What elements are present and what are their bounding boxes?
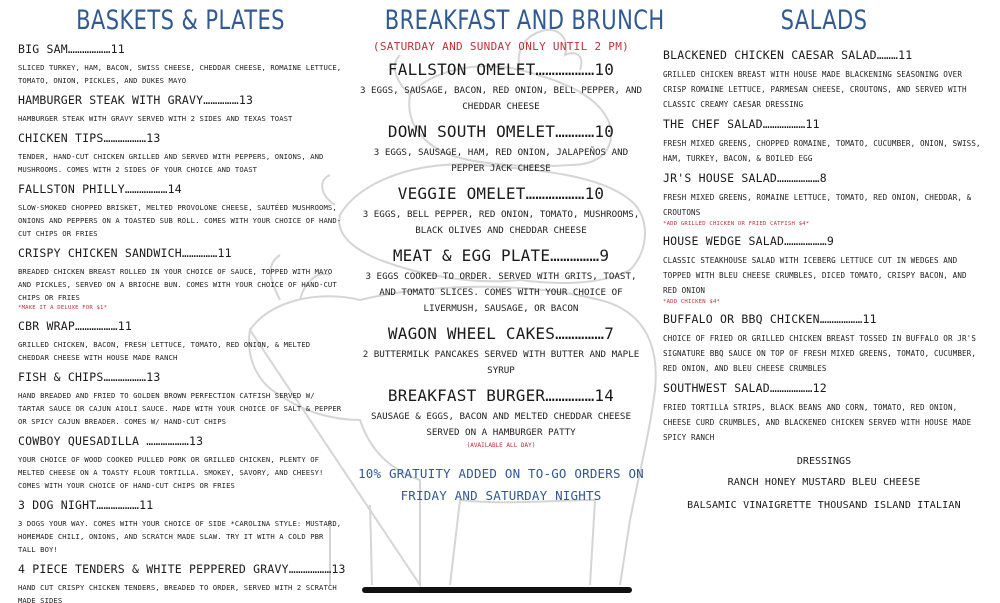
menu-item-note: *MAKE IT A DELUXE FOR $1*: [18, 305, 108, 311]
menu-item: [18, 434, 343, 492]
section-subheading: (SATURDAY AND SUNDAY ONLY UNTIL 2 PM): [372, 40, 630, 53]
section-heading-baskets-plates: BASKETS & PLATES: [76, 5, 285, 36]
menu-item-title: COWBOY QUESADILLA ………………13: [18, 434, 204, 448]
menu-item-description: FRESH MIXED GREENS, ROMAINE LETTUCE, TOMATO, RED ONION, CHEDDAR, & CROUTONS: [663, 193, 972, 217]
menu-item-title: MEAT & EGG PLATE……………9: [392, 246, 610, 265]
menu-item: [18, 93, 343, 125]
menu-item: [18, 562, 346, 603]
menu-item: [352, 183, 650, 239]
baskets-plates-column: [18, 4, 346, 603]
menu-item-note: *ADD CHICKEN $4*: [663, 299, 721, 305]
menu-item-description: SLOW-SMOKED CHOPPED BRISKET, MELTED PROVOLONE CHEESE, SAUTÉED MUSHROOMS, ONIONS AND PEPPERS ON A TOASTED SUB ROLL. COMES WITH YOUR CHOICE OF HAND-CUT CHIPS OR FRIES: [18, 203, 342, 238]
menu-item: [18, 370, 343, 428]
menu-item-description: CHOICE OF FRIED OR GRILLED CHICKEN BREAST TOSSED IN BUFFALO OR JR'S SIGNATURE BBQ SAUCE ON TOP OF FRESH MIXED GREENS, TOMATO, CUCUMBER, RED ONION, AND BLEU CHEESE CRUMBLES: [663, 334, 977, 373]
menu-item-title: FALLSTON PHILLY………………14: [18, 182, 182, 196]
menu-item: [663, 171, 985, 229]
dressings-title: DRESSINGS: [796, 456, 852, 467]
menu-item-description: CLASSIC STEAKHOUSE SALAD WITH ICEBERG LETTUCE CUT IN WEDGES AND TOPPED WITH BLEU CHEESE CRUMBLES, DICED TOMATO, CRISPY BACON, AND RED ONION: [663, 256, 967, 295]
menu-item-description: FRESH MIXED GREENS, CHOPPED ROMAINE, TOMATO, CUCUMBER, ONION, SWISS, HAM, TURKEY, BACON, & BOILED EGG: [663, 139, 981, 163]
menu-item-description: 3 DOGS YOUR WAY. COMES WITH YOUR CHOICE OF SIDE *CAROLINA STYLE: MUSTARD, HOMEMADE CHILI, ONIONS, AND SCRATCH MADE SLAW. TRY IT WITH A COLD PBR TALL BOY!: [18, 519, 342, 554]
menu-item-title: HAMBURGER STEAK WITH GRAVY……………13: [18, 93, 254, 107]
menu-item-description: 3 EGGS COOKED TO ORDER. SERVED WITH GRITS, TOAST, AND TOMATO SLICES. COMES WITH YOUR CHOICE OF LIVERMUSH, SAUSAGE, OR BACON: [365, 271, 637, 314]
menu-item-title: CRISPY CHICKEN SANDWICH……………11: [18, 246, 232, 260]
dressings-line: RANCH HONEY MUSTARD BLEU CHEESE: [727, 477, 921, 488]
menu-item-title: BIG SAM………………11: [18, 42, 125, 56]
menu-item: [18, 498, 343, 556]
baskets-plates-list: [18, 42, 346, 603]
menu-item: [352, 385, 650, 451]
menu-item-title: BREAKFAST BURGER……………14: [387, 386, 615, 405]
menu-item: [663, 234, 985, 307]
menu-item-description: GRILLED CHICKEN, BACON, FRESH LETTUCE, TOMATO, RED ONION, & MELTED CHEDDAR CHEESE WITH HOUSE MADE RANCH: [18, 340, 311, 362]
dressings-line: BALSAMIC VINAIGRETTE THOUSAND ISLAND ITALIAN: [687, 500, 961, 511]
menu-item-title: JR'S HOUSE SALAD………………8: [663, 171, 827, 185]
menu-item-title: HOUSE WEDGE SALAD………………9: [663, 234, 834, 248]
breakfast-brunch-column: [352, 4, 665, 507]
menu-item-title: BUFFALO OR BBQ CHICKEN………………11: [663, 312, 877, 326]
menu-item-description: BREADED CHICKEN BREAST ROLLED IN YOUR CHOICE OF SAUCE, TOPPED WITH MAYO AND PICKLES, SERVED ON A BRIOCHE BUN. COMES WITH YOUR CHOICE OF HAND-CUT CHIPS OR FRIES: [18, 267, 337, 302]
menu-item-title: FALLSTON OMELET………………10: [387, 60, 615, 79]
menu-item-title: 4 PIECE TENDERS & WHITE PEPPERED GRAVY………………13: [18, 562, 346, 576]
menu-item-title: DOWN SOUTH OMELET…………10: [387, 122, 615, 141]
menu-item-description: HAND BREADED AND FRIED TO GOLDEN BROWN PERFECTION CATFISH SERVED W/ TARTAR SAUCE OR CAJUN AIOLI SAUCE. MADE WITH YOUR CHOICE OF SALT & PEPPER OR SPICY CAJUN BREADER. COMES W/ HAND-CUT CHIPS: [18, 391, 342, 426]
menu-item: [352, 121, 650, 177]
menu-item: [18, 182, 343, 240]
menu-item-description: HAND CUT CRISPY CHICKEN TENDERS, BREADED TO ORDER, SERVED WITH 2 SCRATCH MADE SIDES: [18, 583, 337, 603]
menu-item-title: WAGON WHEEL CAKES……………7: [387, 324, 615, 343]
menu-item: [663, 117, 985, 166]
menu-item: [18, 42, 343, 87]
section-heading-salads: SALADS: [780, 5, 868, 36]
menu-item-title: SOUTHWEST SALAD………………12: [663, 381, 827, 395]
menu-item: [18, 131, 343, 176]
section-heading-breakfast-brunch: BREAKFAST AND BRUNCH: [384, 5, 665, 36]
menu-item-description: SLICED TURKEY, HAM, BACON, SWISS CHEESE, CHEDDAR CHEESE, ROMAINE LETTUCE, TOMATO, ONION, PICKLES, AND DUKES MAYO: [18, 63, 342, 85]
menu-item-title: CHICKEN TIPS………………13: [18, 131, 161, 145]
gratuity-notice: 10% GRATUITY ADDED ON TO-GO ORDERS ON FRIDAY AND SATURDAY NIGHTS: [358, 466, 644, 503]
menu-item-title: THE CHEF SALAD………………11: [663, 117, 820, 131]
breakfast-list: [352, 59, 650, 451]
scroll-indicator[interactable]: [362, 587, 632, 593]
menu-item-description: GRILLED CHICKEN BREAST WITH HOUSE MADE BLACKENING SEASONING OVER CRISP ROMAINE LETTUCE, PARMESAN CHEESE, CROUTONS, AND SERVED WITH CLASSIC CREAMY CAESAR DRESSING: [663, 70, 967, 109]
menu-item: [663, 381, 985, 445]
menu-item-description: FRIED TORTILLA STRIPS, BLACK BEANS AND CORN, TOMATO, RED ONION, CHEESE CURD CRUMBLES, AND BLACKENED CHICKEN SERVED WITH HOUSE MADE SPICY RANCH: [663, 403, 972, 442]
menu-item-title: VEGGIE OMELET………………10: [397, 184, 605, 203]
menu-item-title: CBR WRAP………………11: [18, 319, 132, 333]
menu-item: [663, 48, 985, 112]
menu-item-description: HAMBURGER STEAK WITH GRAVY SERVED WITH 2 SIDES AND TEXAS TOAST: [18, 114, 293, 123]
menu-item: [352, 323, 650, 379]
menu-item-description: 3 EGGS, SAUSAGE, BACON, RED ONION, BELL PEPPER, AND CHEDDAR CHEESE: [359, 85, 643, 112]
menu-item: [18, 246, 343, 313]
salads-list: [663, 48, 985, 445]
menu-item-description: 3 EGGS, BELL PEPPER, RED ONION, TOMATO, MUSHROOMS, BLACK OLIVES AND CHEDDAR CHEESE: [362, 209, 640, 236]
menu-item-description: 2 BUTTERMILK PANCAKES SERVED WITH BUTTER AND MAPLE SYRUP: [362, 349, 640, 376]
menu-item-note: *ADD GRILLED CHICKEN OR FRIED CATFISH $4*: [663, 221, 810, 227]
menu-item-description: SAUSAGE & EGGS, BACON AND MELTED CHEDDAR CHEESE SERVED ON A HAMBURGER PATTY: [371, 411, 631, 438]
menu-item-description: 3 EGGS, SAUSAGE, HAM, RED ONION, JALAPEÑOS AND PEPPER JACK CHEESE: [373, 147, 629, 174]
menu-item: [352, 245, 650, 317]
menu-item-description: YOUR CHOICE OF WOOD COOKED PULLED PORK OR GRILLED CHICKEN, PLENTY OF MELTED CHEESE ON A TOASTY FLOUR TORTILLA. SMOKEY, SAVORY, AND CHEESY! COMES WITH YOUR CHOICE OF HAND-CUT CHIPS OR FRIES: [18, 455, 324, 490]
menu-item: [18, 319, 343, 364]
menu-item-title: FISH & CHIPS………………13: [18, 370, 161, 384]
menu-item-description: TENDER, HAND-CUT CHICKEN GRILLED AND SERVED WITH PEPPERS, ONIONS, AND MUSHROOMS. COMES WITH 2 SIDES OF YOUR CHOICE AND TOAST: [18, 152, 324, 174]
menu-item: [352, 59, 650, 115]
salads-column: [663, 4, 985, 517]
menu-item: [663, 312, 985, 376]
dressings-section: [663, 453, 985, 517]
menu-item-title: BLACKENED CHICKEN CAESAR SALAD………11: [663, 48, 913, 62]
menu-item-note: (AVAILABLE ALL DAY): [466, 442, 536, 449]
menu-item-title: 3 DOG NIGHT………………11: [18, 498, 154, 512]
